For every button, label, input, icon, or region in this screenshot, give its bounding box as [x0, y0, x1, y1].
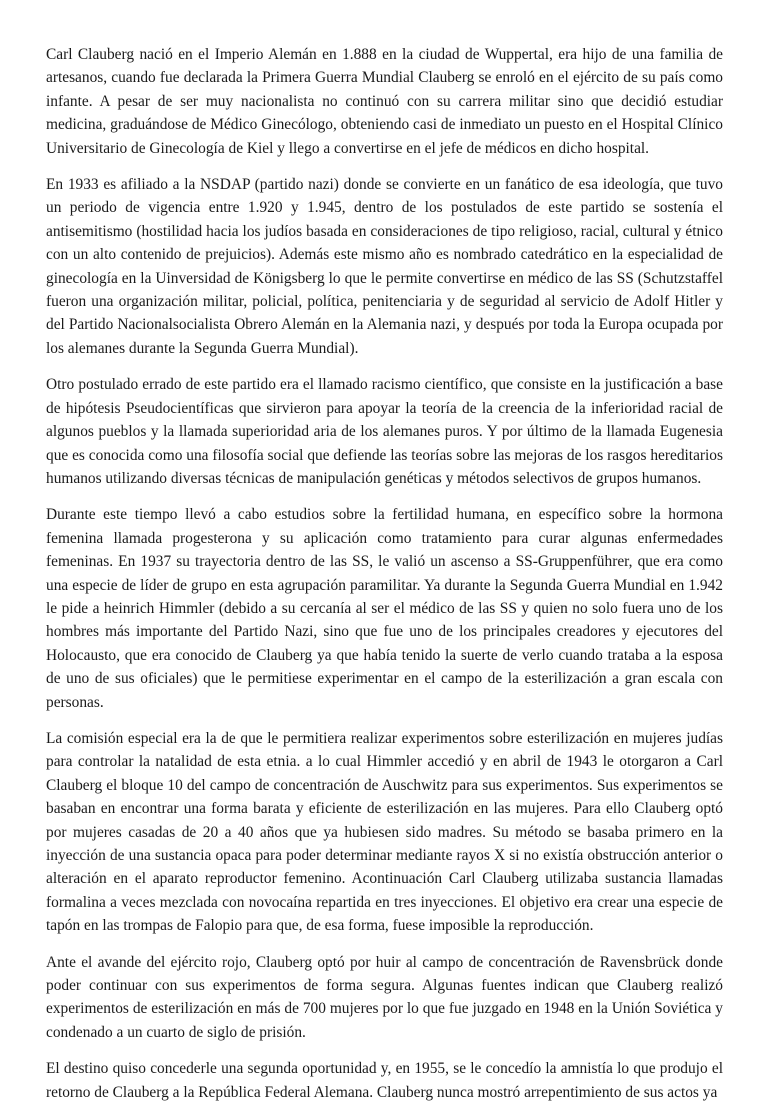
paragraph-birth: Carl Clauberg nació en el Imperio Alemán en 1.888 en la ciudad de Wuppertal, era hijo de una familia de artesanos, cuando fue declarada la Primera Guerra Mundial Clauberg se enroló en el ejército de su país como infante. A pesar de ser muy nacionalista no continuó con su carrera militar sino que decidió estudiar medicina, graduándose de Médico Ginecólogo, obteniendo casi de inmediato un puesto en el Hospital Clínico Universitario de Ginecología de Kiel y llego a convertirse en el jefe de médicos en dicho hospital. — [46, 46, 723, 157]
paragraph-fertility-studies: Durante este tiempo llevó a cabo estudios sobre la fertilidad humana, en específico sobre la hormona femenina llamada progesterona y su aplicación como tratamiento para curar algunas enfermedades femeninas. En 1937 su trayectoria dentro de las SS, le valió un ascenso a SS-Gruppenführer, que era como una especie de líder de grupo en esta agrupación paramilitar. Ya durante la Segunda Guerra Mundial en 1.942 le pide a heinrich Himmler (debido a su cercanía al ser el médico de las SS y quien no solo fuera uno de los hombres más importante del Partido Nazi, sino que fue uno de los principales creadores y ejecutores del Holocausto, que era conocido de Clauberg ya que había tenido la suerte de verlo cuando trataba a la esposa de uno de sus oficiales) que le permitiese experimentar en el campo de la esterilización a gran escala con personas. — [46, 506, 723, 711]
paragraph-ravensbruck: Ante el avande del ejército rojo, Clauberg optó por huir al campo de concentración de Ravensbrück donde poder continuar con sus experimentos de forma segura. Algunas fuentes indican que Clauberg realizó experimentos de esterilización en más de 700 mujeres por lo que fue juzgado en 1948 en la Unión Soviética y condenado a un cuarto de siglo de prisión. — [46, 953, 723, 1041]
paragraph-amnesty: El destino quiso concederle una segunda oportunidad y, en 1955, se le concedío la amnistía lo que produjo el retorno de Clauberg a la República Federal Alemana. Clauberg nunca mostró arrepentimiento de sus actos ya — [46, 1060, 723, 1101]
paragraph-racism: Otro postulado errado de este partido era el llamado racismo científico, que consiste en la justificación a base de hipótesis Pseudocientíficas que sirvieron para apoyar la teoría de la creencia de la inferioridad racial de algunos pueblos y la llamada superioridad aria de los alemanes puros. Y por último de la llamada Eugenesia que es conocida como una filosofía social que defiende las teorías sobre las mejoras de los rasgos hereditarios humanos utilizando diversas técnicas de manipulación genéticas y métodos selectivos de grupos humanos. — [46, 376, 723, 487]
paragraph-experiments: La comisión especial era la de que le permitiera realizar experimentos sobre esterilización en mujeres judías para controlar la natalidad de esta etnia. a lo cual Himmler accedió y en abril de 1943 le otorgaron a Carl Clauberg el bloque 10 del campo de concentración de Auschwitz para sus experimentos. Sus experimentos se basaban en encontrar una forma barata y eficiente de esterilización en las mujeres. Para ello Clauberg optó por mujeres casadas de 20 a 40 años que ya hubiesen sido madres. Su método se basaba primero en la inyección de una sustancia opaca para poder determinar mediante rayos X si no existía obstrucción anterior o alteración en el aparato reproductor femenino. Acontinuación Carl Clauberg utilizaba sustancia llamadas formalina a veces mezclada con novocaína repartida en tres inyecciones. El objetivo era crear una especie de tapón en las trompas de Falopio para que, de esa forma, fuese imposible la reproducción. — [46, 729, 723, 935]
paragraph-nsdap: En 1933 es afiliado a la NSDAP (partido nazi) donde se convierte en un fanático de esa ideología, que tuvo un periodo de vigencia entre 1.920 y 1.945, dentro de los postulados de este partido se sostenía el antisemitismo (hostilidad hacia los judíos basada en consideraciones de tipo religioso, racial, cultural y étnico con un alto contenido de prejuicios). Además este mismo año es nombrado catedrático en la especialidad de ginecología en la Uinversidad de Königsberg lo que le permite convertirse en médico de las SS (Schutzstaffel fueron una organización militar, policial, política, penitenciaria y de seguridad al servicio de Adolf Hitler y del Partido Nacionalsocialista Obrero Alemán en la Alemania nazi, y después por toda la Europa ocupada por los alemanes durante la Segunda Guerra Mundial). — [46, 176, 723, 357]
document-body — [46, 43, 723, 1117]
